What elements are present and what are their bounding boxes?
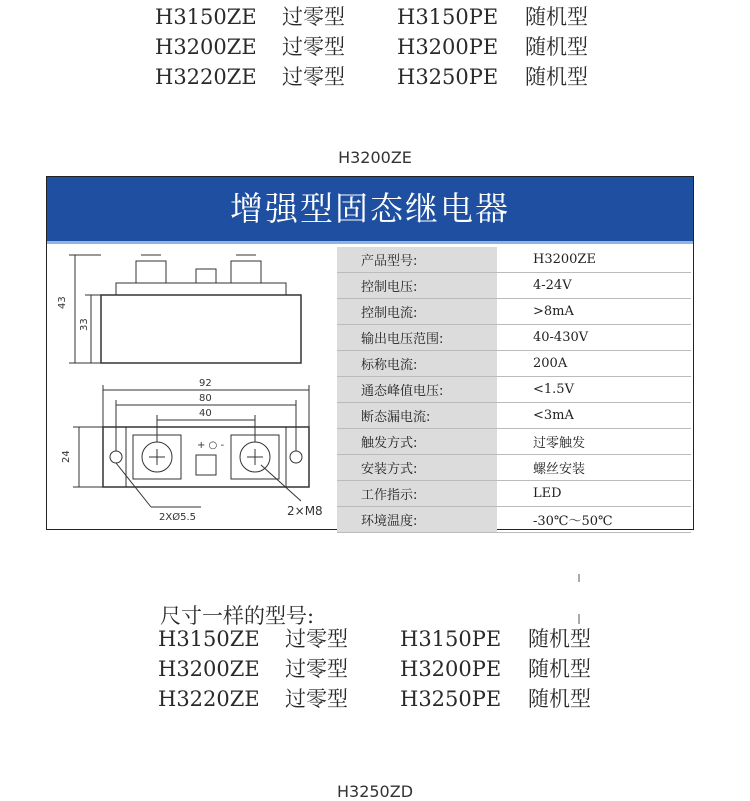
model-type: 随机型 xyxy=(525,35,588,59)
spec-row: 工作指示: LED xyxy=(337,481,691,507)
spec-row: 控制电流: >8mA xyxy=(337,299,691,325)
dim-depth: 24 xyxy=(61,450,72,463)
dim-width-80: 80 xyxy=(199,393,212,404)
model-type: 过零型 xyxy=(285,627,348,651)
dim-height-total: 43 xyxy=(57,296,68,309)
spec-row: 控制电压: 4-24V xyxy=(337,273,691,299)
model-code: H3200PE xyxy=(400,657,502,681)
model-type: 过零型 xyxy=(282,65,345,89)
spec-row: 触发方式: 过零触发 xyxy=(337,429,691,455)
model-type: 随机型 xyxy=(525,5,588,29)
model-code: H3200ZE xyxy=(158,657,260,681)
model-type: 随机型 xyxy=(525,65,588,89)
decorative-tick xyxy=(578,614,580,624)
banner-divider xyxy=(47,241,693,244)
model-code: H3250PE xyxy=(400,687,502,711)
product-card xyxy=(46,176,694,530)
screw-label: 2×M8 xyxy=(287,504,323,518)
spec-row: 输出电压范围: 40-430V xyxy=(337,325,691,351)
caption-top: H3200ZE xyxy=(338,148,412,167)
spec-row: 产品型号: H3200ZE xyxy=(337,247,691,273)
spec-row: 标称电流: 200A xyxy=(337,351,691,377)
dim-width-92: 92 xyxy=(199,378,212,389)
decorative-tick xyxy=(578,574,580,582)
model-type: 随机型 xyxy=(528,627,591,651)
model-code: H3200PE xyxy=(397,35,499,59)
model-code: H3220ZE xyxy=(155,65,257,89)
spec-row: 断态漏电流: <3mA xyxy=(337,403,691,429)
model-code: H3200ZE xyxy=(155,35,257,59)
dim-height-body: 33 xyxy=(79,318,90,331)
hole-label: 2XØ5.5 xyxy=(159,512,196,523)
polarity-label: + ○ - xyxy=(197,440,225,451)
spec-table xyxy=(337,247,691,533)
model-code: H3150PE xyxy=(400,627,502,651)
banner-title: 增强型固态继电器 xyxy=(47,177,693,241)
model-type: 随机型 xyxy=(528,657,591,681)
spec-row: 环境温度: -30℃～50℃ xyxy=(337,507,691,533)
caption-bottom: H3250ZD xyxy=(336,782,414,801)
model-code: H3150PE xyxy=(397,5,499,29)
model-code: H3220ZE xyxy=(158,687,260,711)
model-type: 过零型 xyxy=(282,5,345,29)
dim-width-40: 40 xyxy=(199,408,212,419)
model-type: 过零型 xyxy=(285,657,348,681)
spec-row: 通态峰值电压: <1.5V xyxy=(337,377,691,403)
dimension-drawing xyxy=(51,245,333,525)
same-size-title: 尺寸一样的型号: xyxy=(160,604,315,628)
model-type: 过零型 xyxy=(285,687,348,711)
spec-row: 安装方式: 螺丝安装 xyxy=(337,455,691,481)
model-type: 过零型 xyxy=(282,35,345,59)
model-code: H3150ZE xyxy=(155,5,257,29)
model-type: 随机型 xyxy=(528,687,591,711)
model-code: H3250PE xyxy=(397,65,499,89)
model-code: H3150ZE xyxy=(158,627,260,651)
